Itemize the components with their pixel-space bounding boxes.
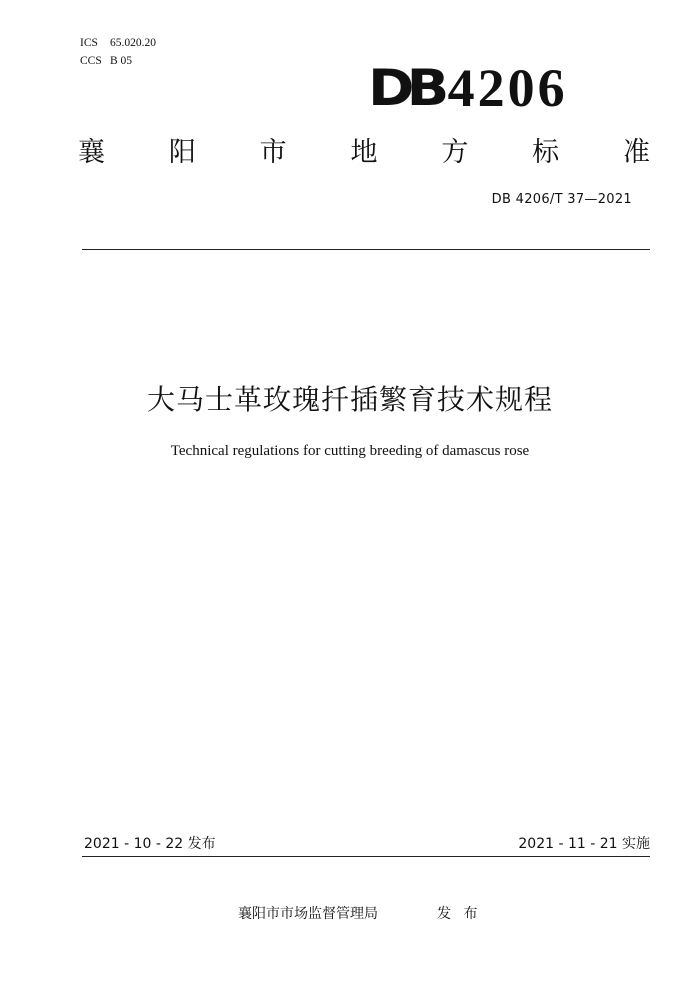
ccs-label: CCS bbox=[80, 55, 102, 67]
standard-type-title bbox=[78, 135, 650, 171]
standard-type-char: 阳 bbox=[168, 137, 196, 168]
document-title-chinese: 大马士革玫瑰扦插繁育技术规程 bbox=[146, 383, 553, 416]
document-title-english: Technical regulations for cutting breeding of damascus rose bbox=[170, 443, 530, 459]
ics-line bbox=[80, 34, 156, 52]
publish-label: 发 布 bbox=[437, 906, 478, 922]
top-divider bbox=[82, 249, 650, 250]
issue-date: 2021 - 10 - 22 发布 bbox=[84, 836, 216, 852]
ics-label: ICS bbox=[80, 37, 98, 49]
publisher-name: 襄阳市市场监督管理局 bbox=[238, 906, 378, 922]
db-logo bbox=[368, 58, 568, 118]
standard-type-char: 标 bbox=[532, 137, 560, 168]
ics-value: 65.020.20 bbox=[110, 37, 156, 49]
standard-type-char: 方 bbox=[441, 137, 469, 168]
ccs-value: B 05 bbox=[110, 55, 133, 67]
standard-type-char: 市 bbox=[259, 137, 287, 168]
standard-number: DB 4206/T 37—2021 bbox=[491, 192, 632, 207]
standard-type-char: 襄 bbox=[78, 137, 105, 168]
db-mark: DB bbox=[368, 59, 442, 117]
standard-type-char: 地 bbox=[350, 137, 378, 168]
standard-type-char: 准 bbox=[622, 137, 650, 168]
ccs-line bbox=[80, 52, 156, 70]
implementation-date: 2021 - 11 - 21 实施 bbox=[518, 836, 650, 852]
bottom-divider bbox=[82, 856, 650, 857]
region-code: 4206 bbox=[447, 58, 568, 118]
classification-codes bbox=[80, 34, 156, 70]
